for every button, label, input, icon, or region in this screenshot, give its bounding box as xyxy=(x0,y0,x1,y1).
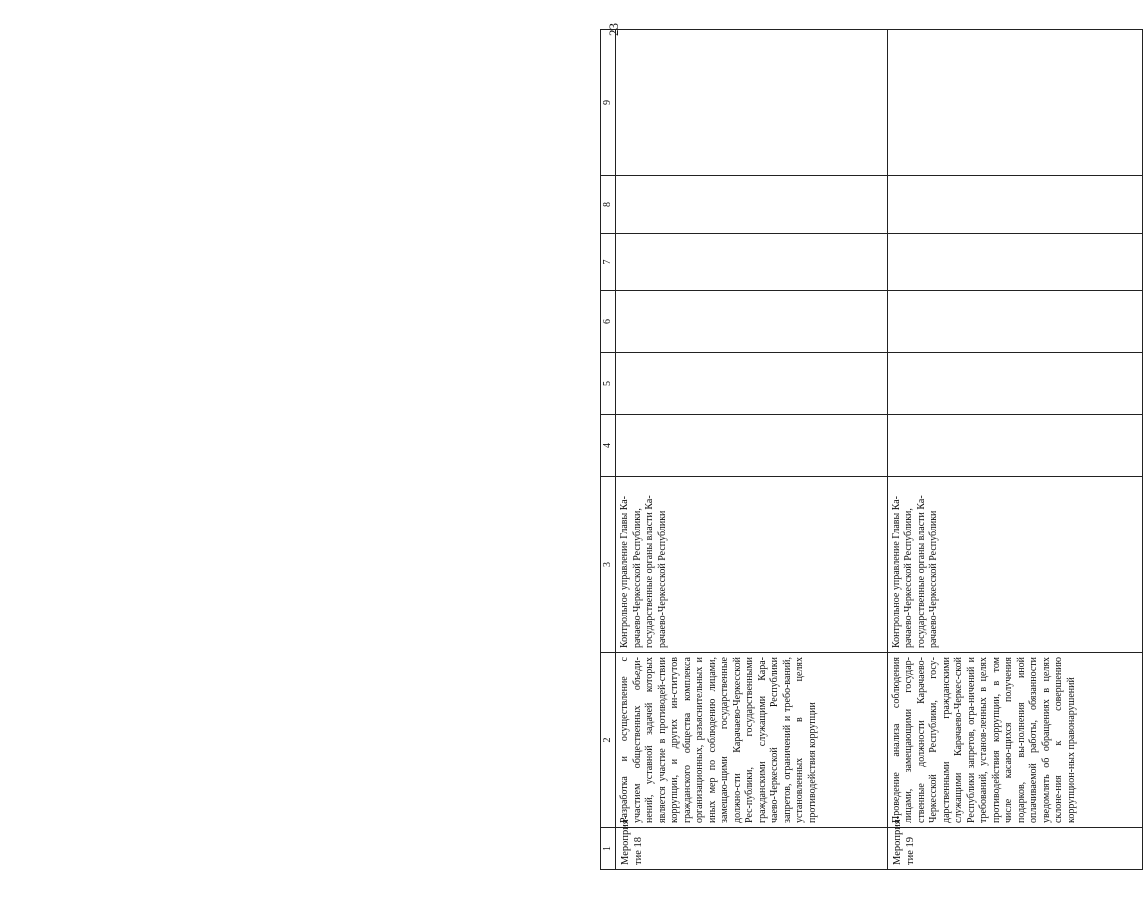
header-cell-1: 1 xyxy=(601,828,616,870)
event-executor-cell: Контрольное управление Главы Ка-рачаево-Черкесской Республики, государственные органы власти Ка-рачаево-Черкесской Республики xyxy=(616,477,888,653)
header-cell-8: 8 xyxy=(601,176,616,234)
empty-cell xyxy=(887,415,1142,477)
empty-cell xyxy=(887,291,1142,353)
event-description-cell: Проведение анализа соблюдения лицами, замещающими государ-ственные должности Карачаево-Черкесской Республики, госу-дарственными гражданскими служащими Карачаево-Черкес-ской Республики запретов, огра-ничений и требований, установ-ленных в целях противодействия коррупции, в том числе касаю-щихся получения подарков, вы-полнения иной оплачиваемой работы, обязанности уведомлять об обращениях в целях склоне-ния к совершению коррупцион-ных правонарушений xyxy=(887,653,1142,828)
empty-cell xyxy=(887,234,1142,291)
header-cell-9: 9 xyxy=(601,30,616,176)
header-cell-6: 6 xyxy=(601,291,616,353)
table-header-row xyxy=(601,30,616,870)
page-number: 23 xyxy=(606,23,621,36)
table-row xyxy=(616,30,888,870)
header-cell-7: 7 xyxy=(601,234,616,291)
header-cell-2: 2 xyxy=(601,653,616,828)
table-row xyxy=(887,30,1142,870)
empty-cell xyxy=(616,353,888,415)
header-cell-3: 3 xyxy=(601,477,616,653)
empty-cell xyxy=(887,353,1142,415)
empty-cell xyxy=(616,415,888,477)
event-number-cell: Мероприя-тие 18 xyxy=(616,828,888,870)
header-cell-5: 5 xyxy=(601,353,616,415)
empty-cell xyxy=(887,176,1142,234)
event-description-cell: Разработка и осуществление с участием общественных объеди-нений, уставной задачей которых является участие в противодей-ствии коррупции, и других ин-ститутов гражданского общества комплекса организационных, разъяснительных и иных мер по соблюдению лицами, замещаю-щими государственные должно-сти Карачаево-Черкесской Рес-публики, государственными гражданскими служащими Кара-чаево-Черкесской Республики запретов, ограничений и требо-ваний, установленных в целях противодействия коррупции xyxy=(616,653,888,828)
header-cell-4: 4 xyxy=(601,415,616,477)
empty-cell xyxy=(616,30,888,176)
empty-cell xyxy=(887,30,1142,176)
measures-table xyxy=(600,29,1143,870)
empty-cell xyxy=(616,291,888,353)
rotated-page xyxy=(600,30,1143,870)
empty-cell xyxy=(616,176,888,234)
empty-cell xyxy=(616,234,888,291)
event-number-cell: Мероприя-тие 19 xyxy=(887,828,1142,870)
event-executor-cell: Контрольное управление Главы Ка-рачаево-Черкесской Республики, государственные органы власти Ка-рачаево-Черкесской Республики xyxy=(887,477,1142,653)
